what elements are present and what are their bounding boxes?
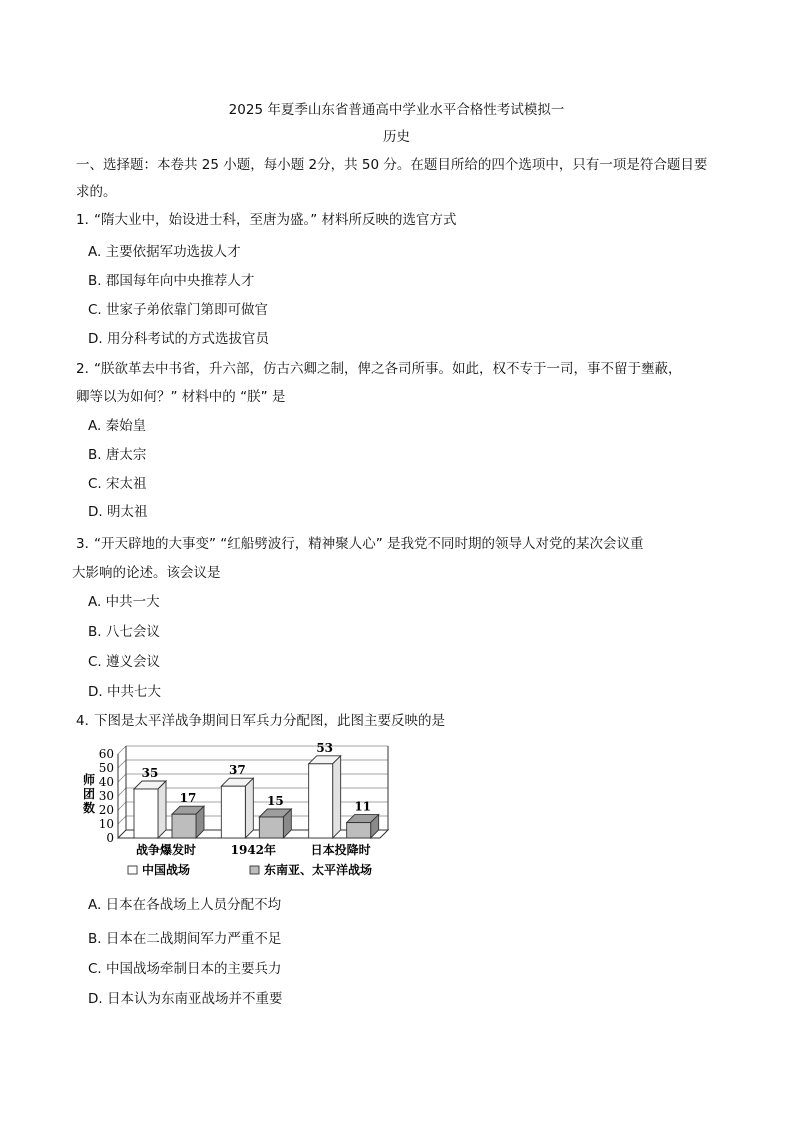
y-tick-label: 20 xyxy=(98,803,114,817)
y-tick-label: 50 xyxy=(98,761,114,775)
q3-option-d[interactable]: D. 中共七大 xyxy=(88,684,161,700)
legend-swatch xyxy=(128,866,137,874)
y-tick-label: 10 xyxy=(98,817,114,831)
question-3-stem xyxy=(76,532,644,552)
bar-china xyxy=(134,789,158,838)
bar-china-side xyxy=(333,756,341,838)
x-tick-label: 日本投降时 xyxy=(310,843,371,857)
question-3-stem-cont: 大影响的论述。该会议是 xyxy=(72,565,221,581)
gridline-side xyxy=(118,788,126,796)
troop-distribution-chart xyxy=(80,738,400,883)
data-label: 37 xyxy=(228,763,246,778)
question-number: 1． xyxy=(76,212,99,228)
question-2-stem-cont: 卿等以为如何？” 材料中的 “朕” 是 xyxy=(76,389,286,405)
q2-option-c[interactable]: C. 宋太祖 xyxy=(88,476,147,492)
section-instructions-cont: 求的。 xyxy=(76,184,117,200)
q1-option-a[interactable]: A. 主要依据军功选拔人才 xyxy=(88,244,241,260)
data-label: 15 xyxy=(266,794,284,808)
gridline-side xyxy=(118,746,126,754)
question-text: “隋大业中，始设进士科，至唐为盛。” 材料所反映的选官方式 xyxy=(94,212,457,228)
legend-swatch xyxy=(250,866,259,874)
bar-china-side xyxy=(158,781,166,838)
chart-svg xyxy=(80,738,400,883)
q3-option-c[interactable]: C. 遵义会议 xyxy=(88,654,161,670)
gridline-side xyxy=(118,816,126,824)
x-tick-label: 1942年 xyxy=(230,843,277,857)
question-text: “开天辟地的大事变” “红船劈波行，精神聚人心” 是我党不同时期的领导人对党的某次会议重 xyxy=(94,536,644,552)
q2-option-a[interactable]: A. 秦始皇 xyxy=(88,418,147,434)
bar-china-side xyxy=(245,778,253,838)
q1-option-b[interactable]: B. 郡国每年向中央推荐人才 xyxy=(88,273,255,289)
gridline-side xyxy=(118,760,126,768)
bar-pacific xyxy=(172,814,196,838)
subject-title: 历史 xyxy=(383,129,410,145)
q2-option-d[interactable]: D. 明太祖 xyxy=(88,504,148,520)
y-axis-label: 师 xyxy=(82,773,96,787)
q1-option-d[interactable]: D. 用分科考试的方式选拔官员 xyxy=(88,331,269,347)
x-tick-label: 战争爆发时 xyxy=(135,843,197,857)
question-number: 3． xyxy=(76,536,99,552)
y-tick-label: 60 xyxy=(98,747,114,761)
bar-china xyxy=(309,764,333,838)
gridline-side xyxy=(118,774,126,782)
y-tick-label: 0 xyxy=(106,831,114,845)
question-2-stem xyxy=(76,357,682,377)
data-label: 17 xyxy=(179,791,197,806)
q4-option-b[interactable]: B. 日本在二战期间军力严重不足 xyxy=(88,931,282,947)
bar-pacific xyxy=(259,817,283,838)
data-label: 35 xyxy=(141,766,159,780)
gridline-side xyxy=(118,802,126,810)
data-label: 53 xyxy=(316,740,334,755)
y-axis-label: 数 xyxy=(82,801,96,815)
bar-pacific xyxy=(347,823,371,838)
y-tick-label: 30 xyxy=(98,789,114,803)
y-axis-label: 团 xyxy=(82,787,96,801)
question-number: 4． xyxy=(76,713,99,729)
bar-china xyxy=(221,786,245,838)
q4-option-c[interactable]: C. 中国战场牵制日本的主要兵力 xyxy=(88,961,282,977)
question-number: 2． xyxy=(76,361,99,377)
question-text: 下图是太平洋战争期间日军兵力分配图，此图主要反映的是 xyxy=(94,713,445,729)
question-1-stem xyxy=(76,208,457,228)
q4-option-d[interactable]: D. 日本认为东南亚战场并不重要 xyxy=(88,991,283,1007)
q4-option-a[interactable]: A. 日本在各战场上人员分配不均 xyxy=(88,897,282,913)
legend-label: 中国战场 xyxy=(142,863,191,877)
q1-option-c[interactable]: C. 世家子弟依靠门第即可做官 xyxy=(88,302,269,318)
q3-option-a[interactable]: A. 中共一大 xyxy=(88,594,160,610)
y-tick-label: 40 xyxy=(98,775,114,789)
question-4-stem xyxy=(76,709,445,729)
legend-label: 东南亚、太平洋战场 xyxy=(264,863,373,877)
q2-option-b[interactable]: B. 唐太宗 xyxy=(88,447,147,463)
section-instructions: 一、选择题：本卷共 25 小题，每小题 2分，共 50 分。在题目所给的四个选项中，只有一项是符合题目要 xyxy=(76,157,708,173)
question-text: “朕欲革去中书省，升六部，仿古六卿之制，俾之各司所事。如此，权不专于一司，事不留于壅蔽， xyxy=(94,361,682,377)
exam-title: 2025 年夏季山东省普通高中学业水平合格性考试模拟一 xyxy=(228,102,565,118)
q3-option-b[interactable]: B. 八七会议 xyxy=(88,624,160,640)
data-label: 11 xyxy=(354,799,372,814)
